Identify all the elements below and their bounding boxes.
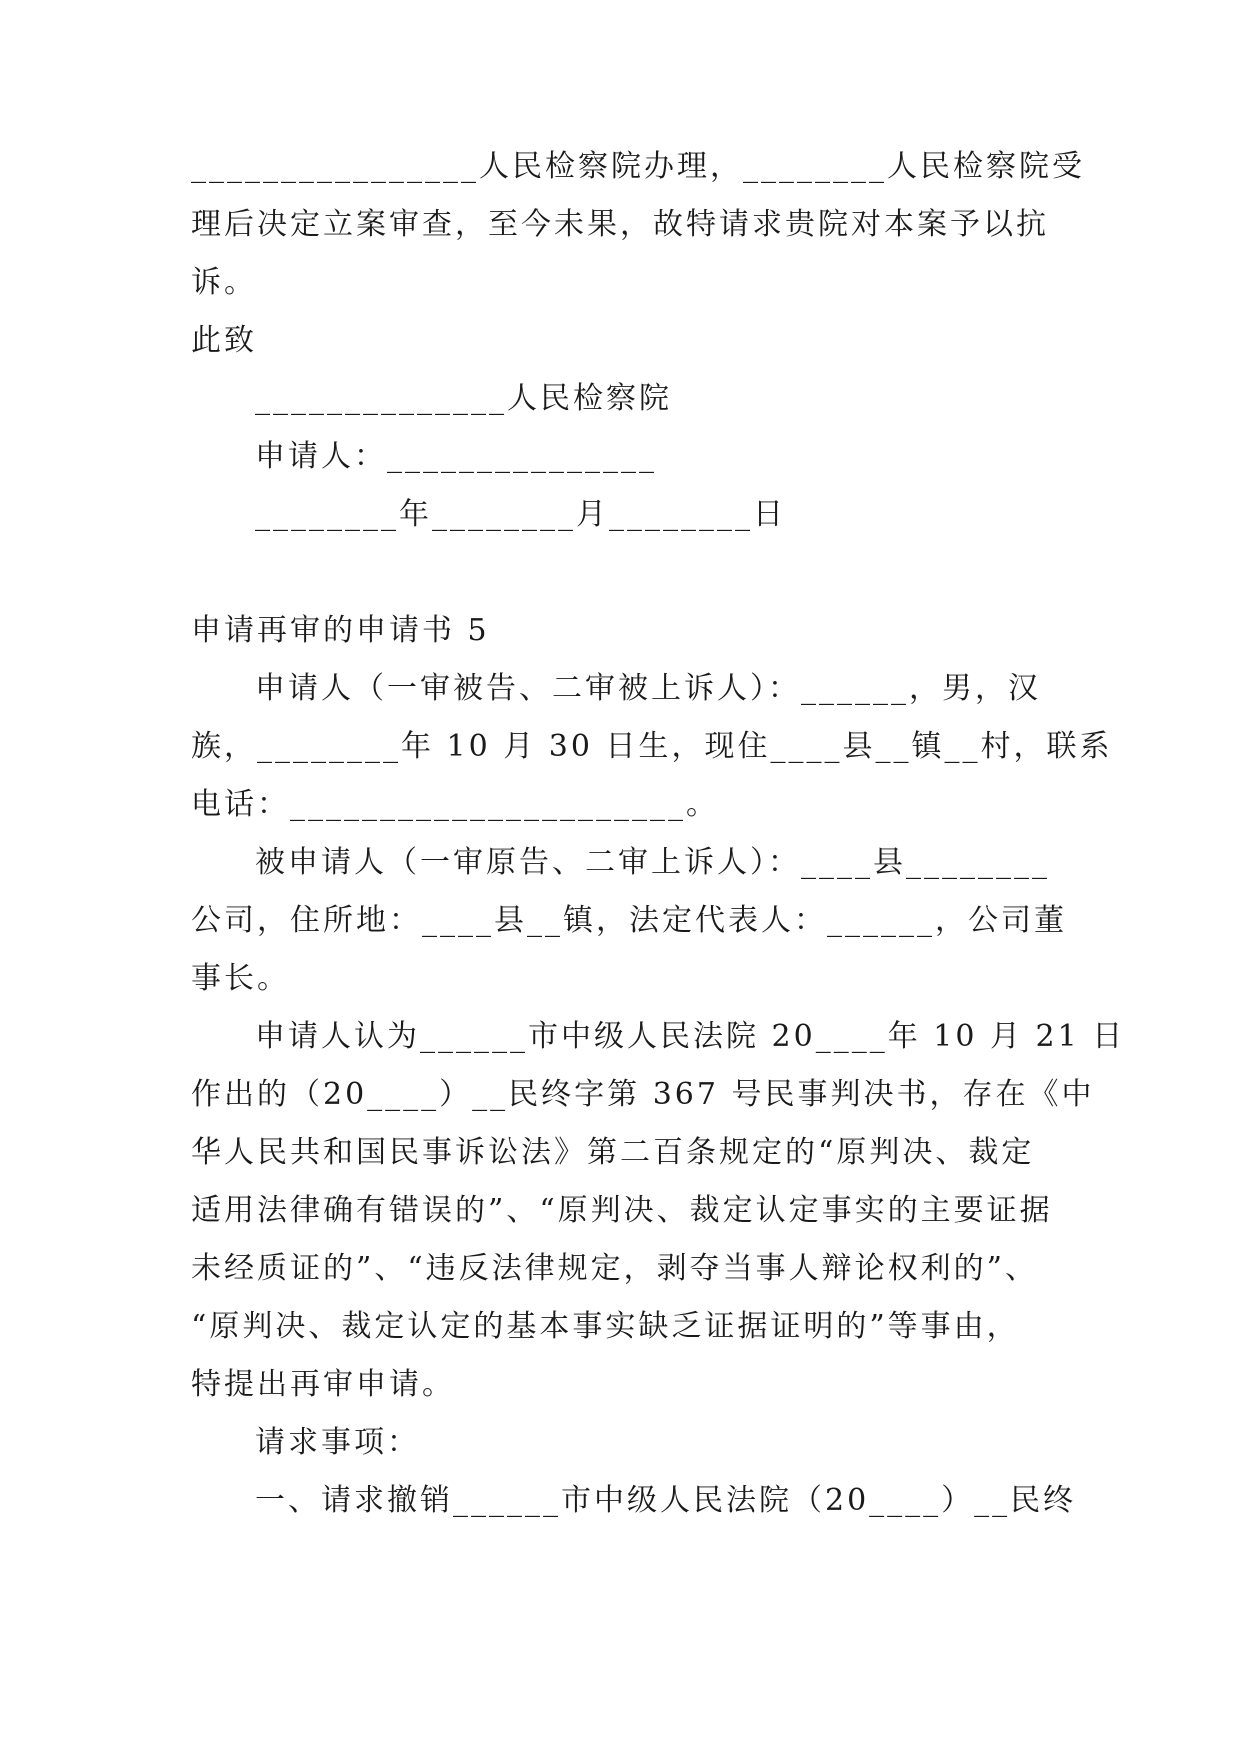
paragraph-line: 特提出再审申请。: [191, 1367, 455, 1402]
request-heading: 请求事项：: [255, 1425, 420, 1460]
paragraph-line: 族，________年 10 月 30 日生，现住____县__镇__村，联系: [191, 729, 1113, 764]
section-title: 申请再审的申请书 5: [191, 613, 490, 648]
date-line: ________年________月________日: [255, 497, 786, 532]
paragraph-line: 一、请求撤销______市中级人民法院（20____）__民终: [255, 1483, 1077, 1518]
paragraph-line: 作出的（20____）__民终字第 367 号民事判决书，存在《中: [191, 1077, 1095, 1112]
salutation: 此致: [191, 323, 257, 358]
paragraph-line: 电话：______________________。: [191, 787, 719, 822]
paragraph-line: 诉。: [191, 265, 257, 300]
paragraph-line: 事长。: [191, 961, 290, 996]
paragraph-line: 未经质证的”、“违反法律规定，剥夺当事人辩论权利的”、: [191, 1251, 1039, 1286]
paragraph-line: “原判决、裁定认定的基本事实缺乏证据证明的”等事由，: [191, 1309, 1020, 1344]
applicant-signature-line: 申请人：_______________: [255, 439, 657, 474]
paragraph-line: 公司，住所地：____县__镇，法定代表人：______，公司董: [191, 903, 1067, 938]
paragraph-line: 申请人（一审被告、二审被上诉人）：______，男，汉: [255, 671, 1041, 706]
paragraph-line: 被申请人（一审原告、二审上诉人）：____县________: [255, 845, 1050, 880]
paragraph-line: 华人民共和国民事诉讼法》第二百条规定的“原判决、裁定: [191, 1135, 1035, 1170]
recipient-line: ______________人民检察院: [255, 381, 672, 416]
paragraph-line: 申请人认为______市中级人民法院 20____年 10 月 21 日: [255, 1019, 1126, 1054]
paragraph-line: 适用法律确有错误的”、“原判决、裁定认定事实的主要证据: [191, 1193, 1053, 1228]
paragraph-line: ________________人民检察院办理，________人民检察院受: [191, 149, 1085, 184]
paragraph-line: 理后决定立案审查，至今未果，故特请求贵院对本案予以抗: [191, 207, 1049, 242]
